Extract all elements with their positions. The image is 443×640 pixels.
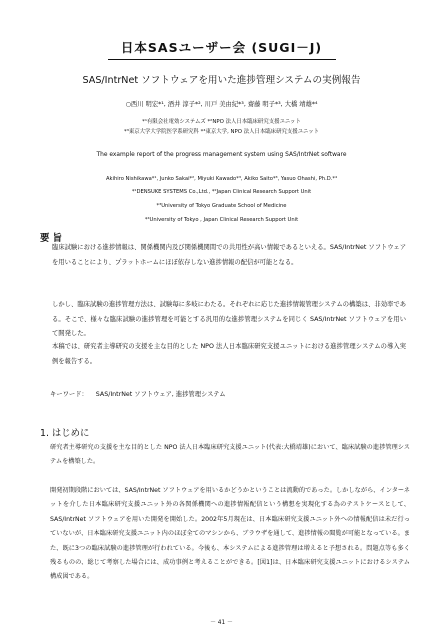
affiliation-en-3: *⁴University of Tokyo , Japan Clinical Research Support Unit [144, 217, 299, 223]
page-number: － 41 － [210, 620, 233, 626]
section-1-paragraph-1: 研究者主導研究の支援を主な目的とした NPO 法人日本臨床研究支援ユニット(代表:大橋靖雄)において、臨床試験の進捗管理システムを構築した。 [50, 444, 410, 466]
paper-title-en: The example report of the progress management system using SAS/IntrNet software [96, 152, 347, 158]
conference-title: 日本SASユーザー会 (SUGI－J) [120, 40, 323, 55]
keywords-value: SAS/IntrNet ソフトウェア, 進捗管理システム [95, 391, 226, 398]
keywords-line [50, 389, 226, 398]
authors-ja: ○西川 明宏*¹, 酒井 淳子*², 川戸 美由紀*³, 齋藤 明子*³, 大橋 靖雄*⁴ [125, 101, 318, 108]
abstract-paragraph-3: 本稿では、研究者主導研究の支援を主な目的とした NPO 法人日本臨床研究支援ユニットにおける進捗管理システムの導入実例を報告する。 [52, 343, 406, 365]
abstract-heading: 要 旨 [40, 233, 63, 244]
abstract-paragraph-1: 臨床試験における進捗情報は、関係機関内及び関係機関間での共用性が高い情報であるといえる。SAS/IntrNet ソフトウェアを用いることにより、プラットホームにほぼ依存しない進捗情報の配信が可能となる。 [52, 244, 406, 266]
affiliation-en-1: *¹DENSUKE SYSTEMS Co.,Ltd., *²Japan Clinical Research Support Unit [131, 189, 312, 195]
affiliation-en-2: *³University of Tokyo Graduate School of Medicine [156, 203, 287, 209]
section-1-paragraph-2: 開発初期段階においては、SAS/IntrNet ソフトウェアを用いるかどうかということは流動的であった。しかしながら、インターネットを介した日本臨床研究支援ユニット外の各関係機関への進捗情報配信という構想を実現化する為のテストケースとして、SAS/IntrNet ソフトウェアを用いた開発を開始した。2002年5月現在は、日本臨床研究支援ユニット外への情報配信は未だ行っていないが、日本臨床研究支援ユニット内のほぼ全てのマシンから、ブラウザを通して、進捗情報の閲覧が可能となっている。また、既に3つの臨床試験の進捗管理が行われている。今後も、本システムによる進捗管理は増えると予想される。問題点等も多く残るものの、総じて考察した場合には、成功事例と考えることができる。[図1]は、日本臨床研究支援ユニットにおけるシステム構成図である。 [50, 487, 410, 581]
abstract-paragraph-2: しかし、臨床試験の進捗管理方法は、試験毎に多岐にわたる。それぞれに応じた進捗情報管理システムの構築は、非効率である。そこで、様々な臨床試験の進捗管理を可能とする汎用的な進捗管理システムを同じく SAS/IntrNet ソフトウェアを用いて開発した。 [52, 301, 406, 338]
affiliation-ja-1: *¹有限会社電効システムズ *²NPO 法人日本臨床研究支援ユニット [142, 119, 301, 125]
section-1-heading: 1. はじめに [40, 428, 90, 439]
paper-title-ja: SAS/IntrNet ソフトウェアを用いた進捗管理システムの実例報告 [82, 75, 361, 86]
authors-en: Akihiro Nishikawa*¹, Junko Sakai*², Miyuki Kawado*³, Akiko Saito*³, Yasuo Ohashi, Ph.D.*⁴ [105, 176, 338, 182]
affiliation-ja-2: *³東京大学大学院医学系研究科 *⁴東京大学, NPO 法人日本臨床研究支援ユニット [124, 129, 319, 135]
conference-title-rule [108, 59, 336, 60]
keywords-label: キーワード： [50, 391, 88, 398]
